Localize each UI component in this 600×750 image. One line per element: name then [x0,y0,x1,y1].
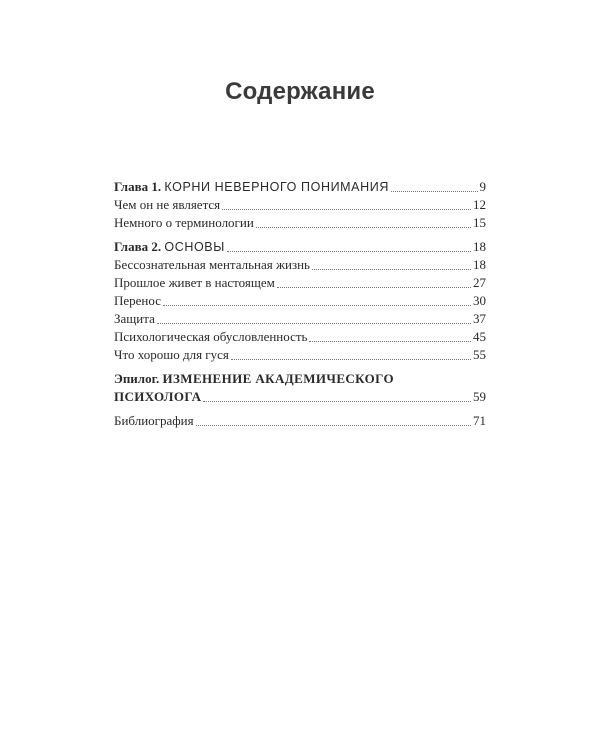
dot-leader [231,359,471,360]
chapter-number: Глава 1. [114,179,162,194]
page-number: 37 [473,311,486,326]
toc-item-label: Прошлое живет в настоящем [114,275,275,290]
page-number: 30 [473,293,486,308]
toc-item-label: Чем он не является [114,197,221,212]
toc-item[interactable] [114,196,486,214]
toc-item-label: Немного о терминологии [114,215,254,230]
toc-item[interactable] [114,328,486,346]
toc-chapter-label [114,178,389,196]
page-number: 27 [473,275,486,290]
page-number: 18 [473,257,486,272]
page-number: 59 [473,389,486,404]
page-number: 45 [473,329,486,344]
page-number: 9 [479,179,486,194]
toc-chapter-1[interactable] [114,178,486,196]
page-number: 71 [473,413,486,428]
dot-leader [227,251,471,252]
toc-item-label: Бессознательная ментальная жизнь [114,257,310,272]
toc-item-label: Библиография [114,413,194,428]
dot-leader [312,269,471,270]
chapter-title-continued: ПСИХОЛОГА [114,389,202,404]
toc-item-label: Психологическая обусловленность [114,329,308,344]
dot-leader [163,305,471,306]
toc-item[interactable] [114,214,486,232]
dot-leader [203,401,471,402]
toc-item[interactable] [114,256,486,274]
toc-item[interactable] [114,274,486,292]
page-title: Содержание [225,78,375,105]
dot-leader [157,323,471,324]
chapter-number: Эпилог. [114,371,160,386]
chapter-number: Глава 2. [114,239,162,254]
page-number: 18 [473,239,486,254]
page-number: 12 [473,197,486,212]
toc-chapter-label [114,238,225,256]
chapter-title: КОРНИ НЕВЕРНОГО ПОНИМАНИЯ [164,180,389,194]
toc-epilog[interactable] [114,370,486,406]
epilog-title-line-1 [114,370,486,388]
toc-item[interactable] [114,292,486,310]
dot-leader [391,191,478,192]
dot-leader [277,287,471,288]
dot-leader [256,227,471,228]
toc-item-label: Защита [114,311,155,326]
chapter-title: ИЗМЕНЕНИЕ АКАДЕМИЧЕСКОГО [162,371,395,386]
table-of-contents [114,178,486,430]
dot-leader [222,209,471,210]
toc-item-label: Что хорошо для гуся [114,347,229,362]
toc-item[interactable] [114,346,486,364]
dot-leader [309,341,471,342]
epilog-title-line-2 [114,388,486,406]
page-number: 15 [473,215,486,230]
toc-item[interactable] [114,310,486,328]
dot-leader [196,425,471,426]
toc-chapter-2[interactable] [114,238,486,256]
toc-bibliography[interactable] [114,412,486,430]
toc-item-label: Перенос [114,293,161,308]
page-number: 55 [473,347,486,362]
chapter-title: ОСНОВЫ [164,240,225,254]
